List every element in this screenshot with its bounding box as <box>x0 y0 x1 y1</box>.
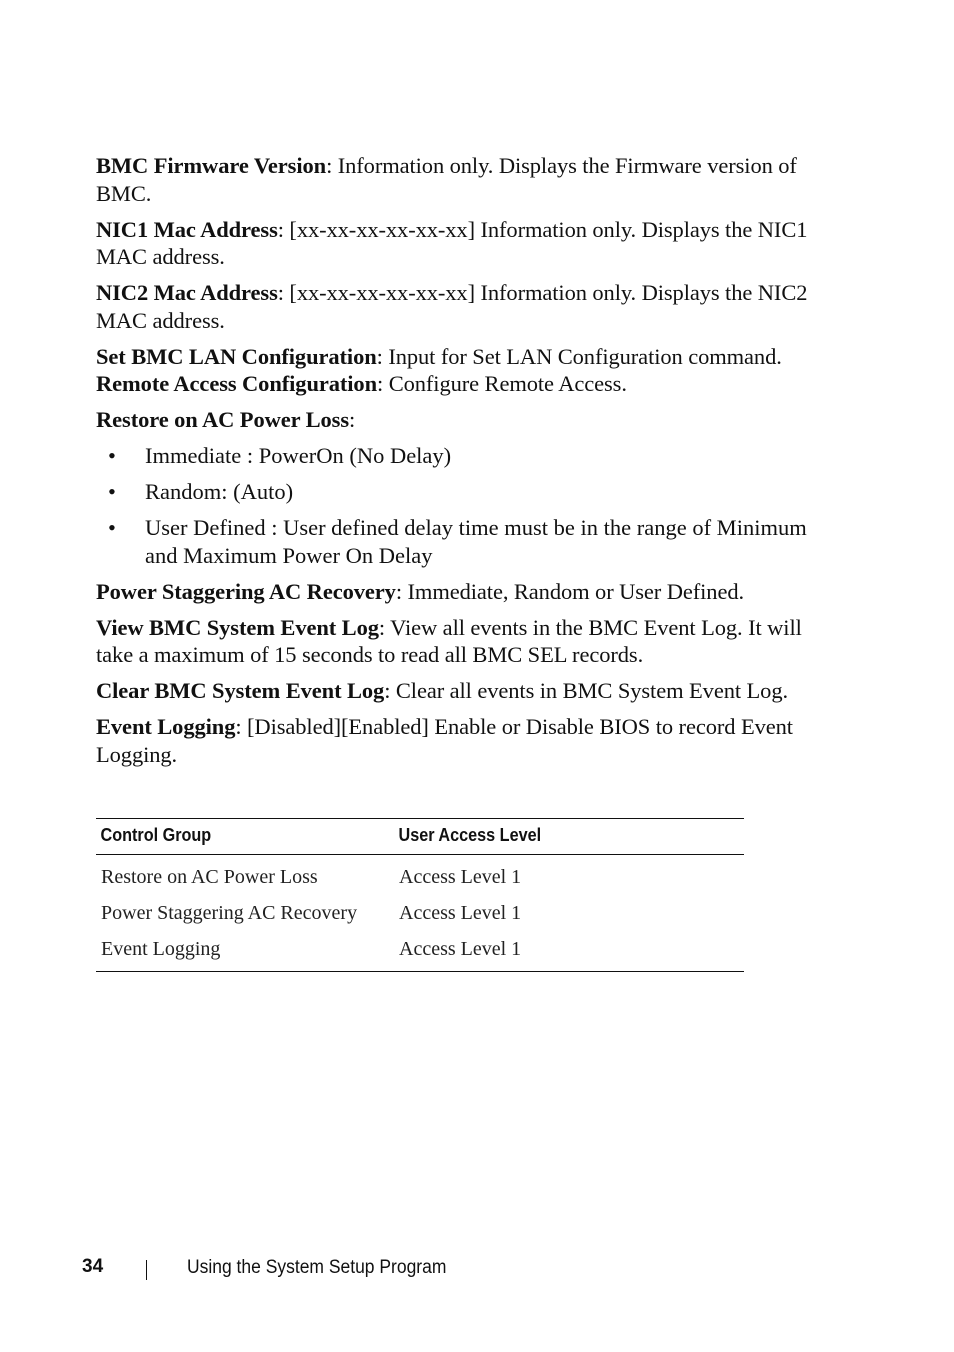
restore-options-list <box>96 442 826 569</box>
list-item <box>96 514 826 569</box>
term: NIC2 Mac Address <box>96 280 278 305</box>
description: : [xx-xx-xx-xx-xx-xx] Information only. Displays the NIC2 MAC address. <box>96 280 808 333</box>
list-item <box>96 442 826 470</box>
list-item-text: Random: (Auto) <box>145 479 294 504</box>
description: : <box>349 407 356 432</box>
term: Clear BMC System Event Log <box>96 678 385 703</box>
description: : [xx-xx-xx-xx-xx-xx] Information only. Displays the NIC1 MAC address. <box>96 216 808 269</box>
table-cell: Access Level 1 <box>399 901 522 924</box>
description: : Clear all events in BMC System Event Log. <box>384 678 788 703</box>
paragraph-clear-sel <box>96 677 826 705</box>
table-row <box>96 855 744 896</box>
term: Set BMC LAN Configuration <box>96 343 377 369</box>
paragraph-view-sel <box>96 614 826 669</box>
table-cell: Restore on AC Power Loss <box>101 865 318 888</box>
table-row <box>96 895 744 931</box>
column-header-control-group: Control Group <box>96 819 364 855</box>
page-number: 34 <box>82 1256 104 1277</box>
paragraph-nic2-mac <box>96 279 826 334</box>
bullet-icon: • <box>108 515 116 540</box>
page-body <box>96 152 826 777</box>
table-cell: Access Level 1 <box>394 931 744 972</box>
term: BMC Firmware Version <box>96 153 327 178</box>
description: : Configure Remote Access. <box>377 371 627 396</box>
paragraph-restore-ac <box>96 406 826 434</box>
table-row <box>96 931 744 972</box>
term: Power Staggering AC Recovery <box>96 578 396 604</box>
paragraph-nic1-mac <box>96 216 826 271</box>
paragraph-power-staggering <box>96 578 826 606</box>
bullet-icon: • <box>108 443 116 468</box>
paragraph-set-bmc-lan <box>96 343 826 371</box>
paragraph-event-logging <box>96 713 826 768</box>
paragraph-bmc-firmware <box>96 152 826 207</box>
list-item-text: Immediate : PowerOn (No Delay) <box>145 443 452 468</box>
list-item-text: User Defined : User defined delay time must be in the range of Minimum and Maximum Power On Delay <box>145 515 807 568</box>
list-item <box>96 478 826 506</box>
access-level-table-container <box>96 818 744 972</box>
term: NIC1 Mac Address <box>96 216 278 242</box>
table-cell: Access Level 1 <box>399 865 522 888</box>
table-cell: Power Staggering AC Recovery <box>101 901 358 924</box>
term: Restore on AC Power Loss <box>96 407 349 432</box>
term: Event Logging <box>96 714 236 739</box>
description: : [Disabled][Enabled] Enable or Disable BIOS to record Event Logging. <box>96 714 793 767</box>
description: : Input for Set LAN Configuration command. <box>376 343 782 369</box>
chapter-title: Using the System Setup Program <box>187 1257 447 1278</box>
table-header-row <box>96 819 744 855</box>
bullet-icon: • <box>108 479 116 504</box>
term: View BMC System Event Log <box>96 614 379 640</box>
term: Remote Access Configuration <box>96 371 378 396</box>
column-header-user-access-level: User Access Level <box>394 819 709 855</box>
table-cell: Event Logging <box>96 931 394 972</box>
access-level-table <box>96 818 744 972</box>
footer-divider <box>146 1260 147 1280</box>
description: : Information only. Displays the Firmware version of BMC. <box>96 153 797 206</box>
description: : Immediate, Random or User Defined. <box>395 578 745 604</box>
description: : View all events in the BMC Event Log. It will take a maximum of 15 seconds to read all BMC SEL records. <box>96 614 802 667</box>
paragraph-remote-access <box>96 370 826 398</box>
